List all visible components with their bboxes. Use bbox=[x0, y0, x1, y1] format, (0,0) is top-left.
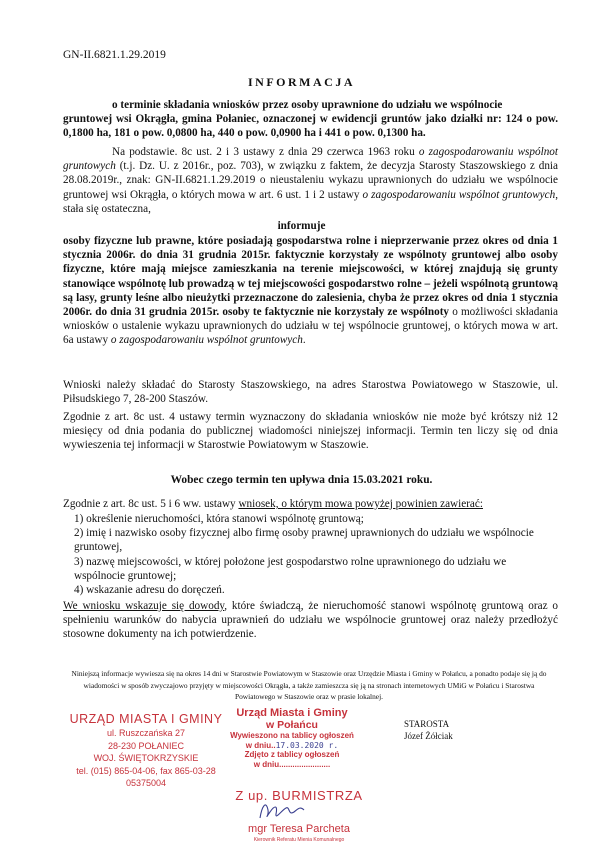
list-item: 2) imię i nazwisko osoby fizycznej albo firmę osoby prawnej uprawnionych do udziału we wspólnocie gruntowej, bbox=[74, 527, 534, 554]
burmistrz-position: Kierownik Referatu Mienia Komunalnego bbox=[253, 837, 345, 843]
p5-a: Zgodnie z art. 8c ust. 5 i 6 ww. ustawy bbox=[63, 498, 239, 510]
paragraph-deadline-rules: Zgodnie z art. 8c ust. 4 ustawy termin wyznaczony do składania wniosków nie może być krótszy niż 12 miesięcy od dnia podania do publicznej wiadomości niniejszej informacji. Termin ten liczy się od dnia wywieszenia tej informacji w Starostwie Powiatowym w Staszowie. bbox=[63, 411, 558, 452]
p2-normal: o możliwości składania wniosków o ustalenie wykazu uprawnionych do udziału w tej wspólnocie gruntowej, o których mowa w art. 6a ustawy bbox=[63, 306, 558, 347]
paragraph-legal-basis bbox=[63, 145, 558, 216]
handwritten-signature bbox=[256, 796, 326, 826]
p1-a: Na podstawie. 8c ust. 2 i 3 ustawy z dnia 29 czerwca 1963 roku bbox=[112, 146, 419, 158]
p1-d: o zagospodarowaniu wspólnot gruntowych bbox=[362, 188, 556, 201]
starosta-name: Józef Żółciak bbox=[404, 731, 453, 741]
informuje-heading: informuje bbox=[277, 220, 326, 232]
p1-c: (t.j. Dz. U. z 2016r., poz. 703), w związku z faktem, że decyzja Starosty Staszowskiego z dnia 28.08.2019r., znak: GN-II.6821.1.29.2019 o nieustaleniu wykazu uprawnionych do udziału we wspólnocie gruntowej wsi Okrągła, o których mowa w art. 6 ust. 1 i 2 ustawy bbox=[63, 160, 558, 201]
posting-stamp-removed-date: w dniu....................... bbox=[253, 759, 331, 769]
posting-stamp bbox=[222, 707, 362, 769]
list-item: 4) wskazanie adresu do doręczeń. bbox=[74, 584, 225, 597]
list-item: 1) określenie nieruchomości, która stanowi wspólnotę gruntową; bbox=[74, 513, 364, 525]
p6-rest: , które świadczą, że nieruchomość stanowi wspólnotę gruntową oraz o spełnieniu warunków do nabycia uprawnień do udziału we wspólnocie gruntowej oraz należy przedłożyć stosowne dokumenty na ich potwierdzenie. bbox=[63, 600, 558, 641]
p6-underlined: We wniosku wskazuje się dowody bbox=[63, 600, 225, 612]
document-reference: GN-II.6821.1.29.2019 bbox=[63, 49, 166, 61]
posting-stamp-posted-date: w dniu..17.03.2020 r. bbox=[245, 740, 339, 750]
starosta-title: STAROSTA bbox=[404, 719, 450, 729]
paragraph-application-contents bbox=[63, 497, 558, 511]
posting-footnote: Niniejszą informacje wywiesza się na okres 14 dni w Starostwie Powiatowym w Staszowie oraz Urzędzie Miasta i Gminy w Połańcu, a ponadto podaje się ją do wiadomości w sposób zwyczajowo przyjęty w miejscowości Okrągła, a także zamieszcza się ją na stronach internetowych UMiG w Połańcu i Starostwa Powiatowego w Staszowie oraz w prasie lokalnej. bbox=[71, 669, 547, 702]
paragraph-eligible-persons bbox=[63, 234, 558, 348]
paragraph-submission-address: Wnioski należy składać do Starosty Staszowskiego, na adres Starostwa Powiatowego w Staszowie, ul. Piłsudskiego 7, 28-200 Staszów. bbox=[63, 379, 558, 406]
p2-end: . bbox=[302, 334, 306, 347]
handwritten-date: 17.03.2020 r. bbox=[275, 740, 339, 750]
burmistrz-signatory: mgr Teresa Parcheta bbox=[248, 823, 350, 835]
stamp-office-name: URZĄD MIASTA I GMINY bbox=[69, 712, 223, 726]
subject-line-1: o terminie składania wniosków przez osoby uprawnione do udziału we wspólnocie bbox=[112, 99, 503, 111]
stamp-regon: 05375004 bbox=[125, 778, 167, 788]
p1-e: , stała się ostateczna, bbox=[63, 188, 559, 215]
p1-b: o zagospodarowaniu wspólnot gruntowych bbox=[63, 146, 558, 173]
requirements-list bbox=[74, 512, 558, 597]
posting-stamp-posted-label: Wywieszono na tablicy ogłoszeń bbox=[230, 731, 354, 740]
burmistrz-authorization: Z up. BURMISTRZA bbox=[235, 788, 363, 803]
p2-bold: osoby fizyczne lub prawne, które posiadają gospodarstwa rolne i nieprzerwanie przez okres od dnia 1 stycznia 2006r. do dnia 31 grudnia 2015r. faktycznie korzystały ze wspólnoty gruntowej albo osoby fizyczne, które mają miejsce zamieszkania na terenie miejscowości, w której znajdują się grunty stanowiące wspólnotę lub prowadzą w tej miejscowości gospodarstwo rolne – jeżeli wspólnotą gruntową są lasy, grunty leśne albo nieużytki przeznaczone do zalesienia, chyba że przez okres od dnia 1 stycznia 2006r. do dnia 31 grudnia 2015r. osoby te faktycznie nie korzystały ze wspólnoty bbox=[63, 235, 558, 319]
stamp-postal: 28-230 POŁANIEC bbox=[107, 740, 185, 751]
p2-italic: o zagospodarowaniu wspólnot gruntowych bbox=[110, 334, 303, 347]
p5-underlined: wniosek, o którym mowa powyżej powinien zawierać: bbox=[238, 498, 483, 510]
office-address-stamp bbox=[60, 712, 232, 789]
posting-stamp-removed-label: Zdjęto z tablicy ogłoszeń bbox=[244, 750, 340, 759]
stamp-street: ul. Ruszczańska 27 bbox=[106, 728, 186, 738]
stamp-phone: tel. (015) 865-04-06, fax 865-03-28 bbox=[76, 765, 216, 776]
list-item: 3) nazwę miejscowości, w której położone jest gospodarstwo rolne uprawnionego do udziału we wspólnocie gruntowej; bbox=[74, 555, 507, 582]
document-title: INFORMACJA bbox=[248, 75, 355, 89]
paragraph-evidence bbox=[63, 599, 558, 642]
document-subject bbox=[63, 98, 558, 141]
stamp-province: WOJ. ŚWIĘTOKRZYSKIE bbox=[93, 753, 199, 763]
starosta-signature-block bbox=[404, 718, 453, 742]
posting-stamp-town: w Połańcu bbox=[266, 719, 318, 731]
deadline-statement: Wobec czego termin ten upływa dnia 15.03.2021 roku. bbox=[170, 474, 433, 486]
posting-stamp-office: Urząd Miasta i Gminy bbox=[236, 707, 348, 719]
subject-rest: gruntowej wsi Okrągła, gmina Połaniec, oznaczonej w ewidencji gruntów jako działki nr: 124 o pow. 0,1800 ha, 181 o pow. 0,0800 ha, 440 o pow. 0,0900 ha i 441 o pow. 0,1300 ha. bbox=[63, 113, 558, 140]
